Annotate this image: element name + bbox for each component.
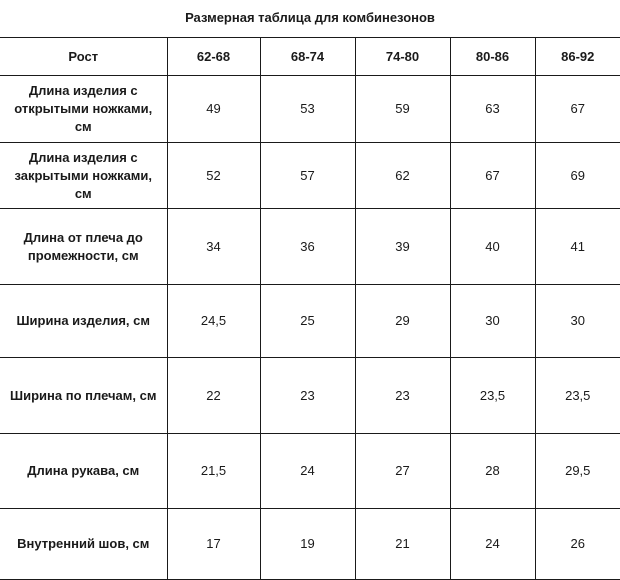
row-label-line: Длина изделия с xyxy=(28,149,138,165)
table-cell: 29,5 xyxy=(535,434,620,509)
row-label: Ширина изделия, см xyxy=(0,285,167,358)
header-height-label: Рост xyxy=(0,38,167,76)
table-cell: 24,5 xyxy=(167,285,260,358)
table-cell: 36 xyxy=(260,209,355,285)
table-row xyxy=(0,285,620,358)
table-cell: 40 xyxy=(450,209,535,285)
row-label-line: см xyxy=(74,185,92,201)
table-title: Размерная таблица для комбинезонов xyxy=(185,10,435,25)
table-row xyxy=(0,143,620,209)
table-cell: 17 xyxy=(167,509,260,580)
table-cell: 23 xyxy=(260,358,355,434)
row-label-line: открытыми ножками, xyxy=(14,101,153,116)
row-label xyxy=(0,209,167,285)
table-row xyxy=(0,509,620,580)
table-cell: 21 xyxy=(355,509,450,580)
table-cell: 67 xyxy=(535,76,620,143)
table-cell: 49 xyxy=(167,76,260,143)
table-cell: 23,5 xyxy=(535,358,620,434)
header-size: 74-80 xyxy=(355,38,450,76)
table-cell: 19 xyxy=(260,509,355,580)
table-cell: 57 xyxy=(260,143,355,209)
table-cell: 52 xyxy=(167,143,260,209)
table-cell: 30 xyxy=(450,285,535,358)
row-label-line: закрытыми ножками, xyxy=(14,167,153,183)
table-row xyxy=(0,76,620,143)
header-size: 62-68 xyxy=(167,38,260,76)
table-cell: 67 xyxy=(450,143,535,209)
table-cell: 26 xyxy=(535,509,620,580)
table-cell: 28 xyxy=(450,434,535,509)
table-cell: 24 xyxy=(260,434,355,509)
row-label xyxy=(0,76,167,143)
row-label-line: Длина изделия с xyxy=(28,83,138,98)
table-cell: 69 xyxy=(535,143,620,209)
size-chart-table xyxy=(0,37,620,580)
row-label-line: см xyxy=(74,119,92,134)
table-cell: 29 xyxy=(355,285,450,358)
header-size: 86-92 xyxy=(535,38,620,76)
table-row xyxy=(0,434,620,509)
table-row xyxy=(0,209,620,285)
table-cell: 21,5 xyxy=(167,434,260,509)
table-cell: 23 xyxy=(355,358,450,434)
table-cell: 30 xyxy=(535,285,620,358)
row-label-line: промежности, см xyxy=(27,247,139,263)
header-size: 68-74 xyxy=(260,38,355,76)
table-cell: 25 xyxy=(260,285,355,358)
table-cell: 24 xyxy=(450,509,535,580)
header-size: 80-86 xyxy=(450,38,535,76)
table-cell: 39 xyxy=(355,209,450,285)
table-cell: 27 xyxy=(355,434,450,509)
table-cell: 59 xyxy=(355,76,450,143)
row-label xyxy=(0,143,167,209)
row-label: Ширина по плечам, см xyxy=(0,358,167,434)
table-cell: 53 xyxy=(260,76,355,143)
table-cell: 63 xyxy=(450,76,535,143)
table-cell: 62 xyxy=(355,143,450,209)
table-cell: 23,5 xyxy=(450,358,535,434)
header-row xyxy=(0,38,620,76)
row-label: Длина рукава, см xyxy=(0,434,167,509)
table-cell: 41 xyxy=(535,209,620,285)
table-cell: 22 xyxy=(167,358,260,434)
row-label: Внутренний шов, см xyxy=(0,509,167,580)
table-cell: 34 xyxy=(167,209,260,285)
row-label-line: Длина от плеча до xyxy=(23,229,143,245)
table-row xyxy=(0,358,620,434)
